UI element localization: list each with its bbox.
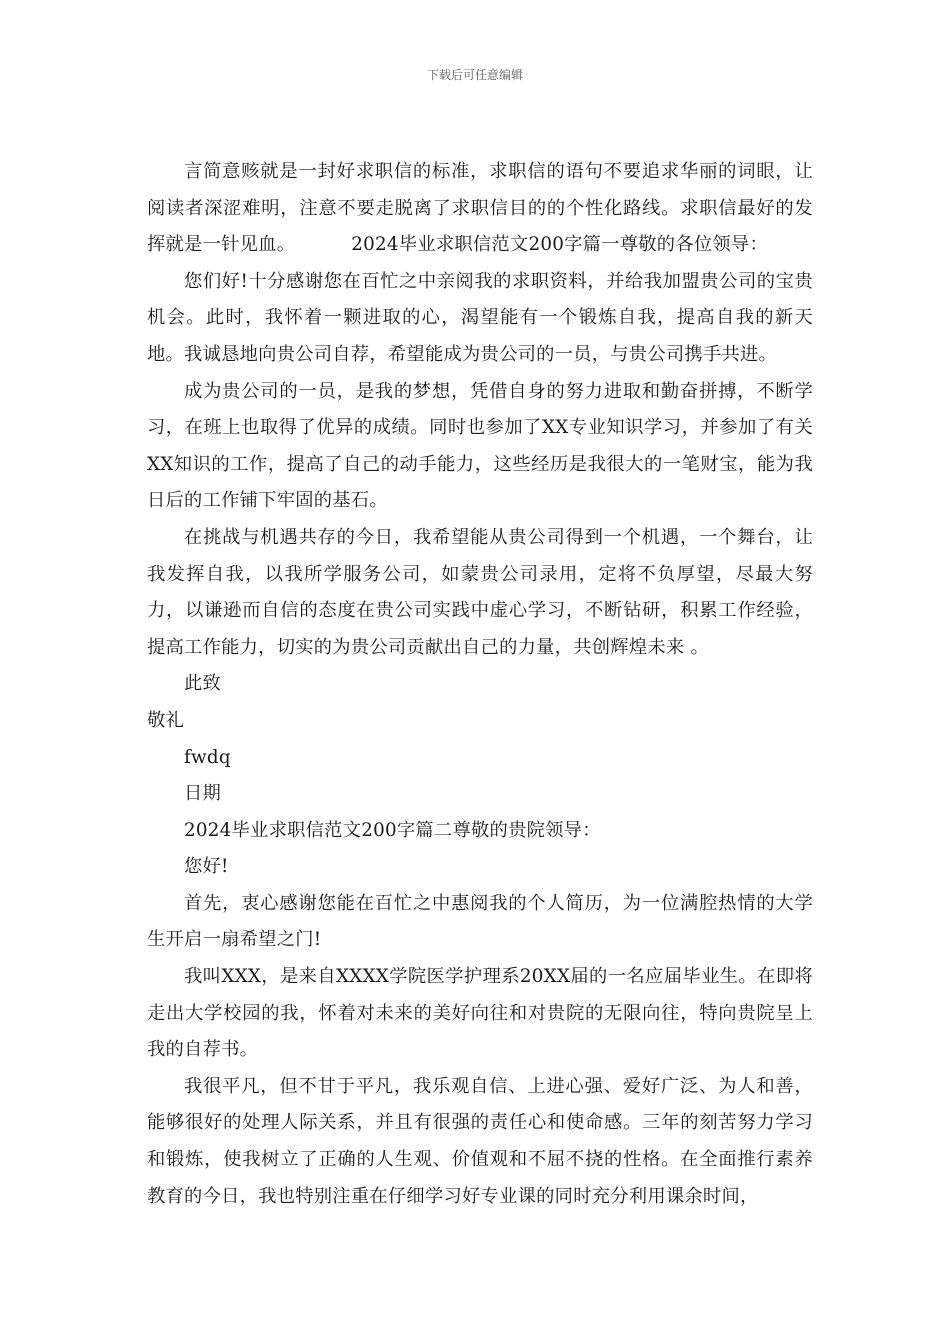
- letter2-title: 2024毕业求职信范文200字篇二尊敬的贵院领导：: [184, 819, 601, 841]
- letter1-signature: fwdq: [184, 746, 231, 768]
- letter1-closing-1: 此致: [184, 673, 222, 695]
- letter1-paragraph-1: 您们好!十分感谢您在百忙之中亲阅我的求职资料，并给我加盟贵公司的宝贵机会。此时，我怀着一颗进取的心，渴望能有一个锻炼自我，提高自我的新天地。我诚恳地向贵公司自荐，希望能成为贵公司的一员，与贵公司携手共进。: [147, 270, 813, 365]
- letter2-paragraph-2: 我叫XXX，是来自XXXX学院医学护理系20XX届的一名应届毕业生。在即将走出大学校园的我，怀着对未来的美好向往和对贵院的无限向往，特向贵院呈上我的自荐书。: [147, 966, 813, 1061]
- letter2-paragraph-1: 首先，衷心感谢您能在百忙之中惠阅我的个人简历，为一位满腔热情的大学生开启一扇希望之门!: [147, 892, 813, 951]
- intro-paragraph: [147, 154, 813, 264]
- letter1-paragraph-2: 成为贵公司的一员，是我的梦想，凭借自身的努力进取和勤奋拼搏，不断学习，在班上也取得了优异的成绩。同时也参加了XX专业知识学习，并参加了有关XX知识的工作，提高了自己的动手能力，这些经历是我很大的一笔财宝，能为我日后的工作铺下牢固的基石。: [147, 380, 813, 512]
- document-body: [147, 154, 813, 1215]
- letter2-greeting: 您好!: [184, 856, 229, 878]
- letter1-paragraph-3: 在挑战与机遇共存的今日，我希望能从贵公司得到一个机遇，一个舞台，让我发挥自我，以我所学服务公司，如蒙贵公司录用，定将不负厚望，尽最大努力，以谦逊而自信的态度在贵公司实践中虚心学习，不断钻研，积累工作经验，提高工作能力，切实的为贵公司贡献出自己的力量，共创辉煌未来 。: [147, 526, 813, 658]
- letter1-date: 日期: [184, 783, 222, 805]
- page-header: 下载后可任意编辑: [426, 68, 523, 82]
- letter1-closing-2: 敬礼: [147, 709, 185, 731]
- letter2-paragraph-3: 我很平凡，但不甘于平凡，我乐观自信、上进心强、爱好广泛、为人和善，能够很好的处理人际关系，并且有很强的责任心和使命感。三年的刻苦努力学习和锻炼，使我树立了正确的人生观、价值观和不屈不挠的性格。在全面推行素养教育的今日，我也特别注重在仔细学习好专业课的同时充分利用课余时间，: [147, 1075, 813, 1207]
- letter1-title: 2024毕业求职信范文200字篇一尊敬的各位领导：: [351, 234, 768, 256]
- intro-text: 言简意赅就是一封好求职信的标准，求职信的语句不要追求华丽的词眼，让阅读者深涩难明，注意不要走脱离了求职信目的的个性化路线。求职信最好的发挥就是一针见血。: [147, 161, 813, 256]
